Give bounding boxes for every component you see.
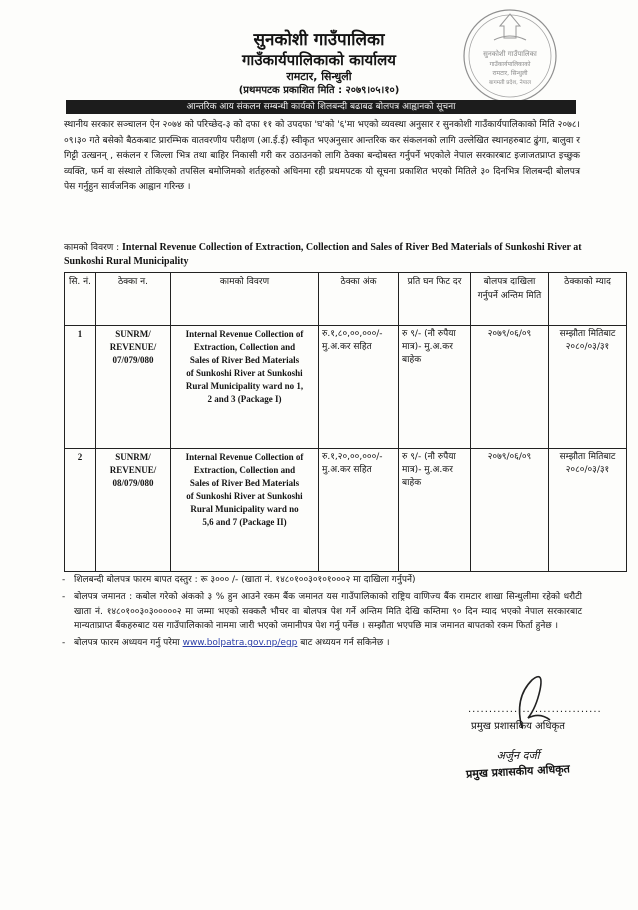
list-item: - बोलपत्र जमानत : कबोल गरेको अंकको ३ % हुन आउने रकम बैंक जमानत यस गाउँपालिकाको राष्ट्रिय वाणिज्य बैंक रामटार शाखा सिन्धुलीमा रहेको धरौटी खाता नं. १४८०१००३०३०००००२ मा जम्मा भएको सक्कलै भौचर वा बोलपत्र पेश गर्ने अन्तिम मिति देखि कम्तिमा ९० दिन म्याद भएको नेपाल सरकारबाट मान्यताप्राप्त बैंकहरुबाट यस गाउँपालिकाको नाममा जारी भएको जमानीपत्र पेश गर्नु पर्नेछ । सम्झौता भएपछि मात्र जमानत बापतको रकम फिर्ता हुनेछ । — [62, 591, 582, 632]
notice-title-banner: आन्तरिक आय संकलन सम्बन्धी कार्यको शिलबन्दी बढाबढ बोलपत्र आह्वानको सूचना — [66, 100, 576, 114]
row-duration: सम्झौता मितिबाट २०८०/०३/३१ — [549, 449, 627, 572]
municipality-seal-icon — [460, 6, 560, 106]
note-study-prefix: बोलपत्र फारम अध्ययन गर्नु परेमा — [74, 638, 180, 649]
note-study-suffix: बाट अध्ययन गर्न सकिनेछ । — [300, 638, 390, 649]
col-header-duration: ठेक्काको म्याद — [549, 273, 627, 326]
office-address: रामटार, सिन्धुली — [286, 70, 352, 83]
row-deadline: २०७९/०६/०९ — [471, 326, 549, 449]
note-bid-security: बोलपत्र जमानत : कबोल गरेको अंकको ३ % हुन आउने रकम बैंक जमानत यस गाउँपालिकाको राष्ट्रिय वाणिज्य बैंक रामटार शाखा सिन्धुलीमा रहेको धरौटी खाता नं. १४८०१००३०३०००००२ मा जम्मा भएको सक्कलै भौचर वा बोलपत्र पेश गर्ने अन्तिम मिति देखि कम्तिमा ९० दिन म्याद भएको नेपाल सरकारबाट मान्यताप्राप्त बैंकहरुबाट यस गाउँपालिकाको नाममा जारी भएको जमानीपत्र पेश गर्नु पर्नेछ । सम्झौता भएपछि मात्र जमानत बापतको रकम फिर्ता हुनेछ । — [74, 591, 582, 632]
row-contract-no: SUNRM/ REVENUE/ 07/079/080 — [96, 326, 171, 449]
row-sn: 2 — [65, 449, 96, 572]
publish-date: (प्रथमपटक प्रकाशित मिति : २०७९।०५।१०) — [238, 85, 400, 96]
col-header-sn: सि. नं. — [65, 273, 96, 326]
row-rate: रु ९/- (नौ रुपैया मात्र)- मु.अ.कर बाहेक — [399, 449, 471, 572]
row-sn: 1 — [65, 326, 96, 449]
row-duration: सम्झौता मितिबाट २०८०/०३/३१ — [549, 326, 627, 449]
svg-text:गाउँकार्यपालिकाको: गाउँकार्यपालिकाको — [489, 61, 531, 68]
work-description — [64, 241, 594, 269]
row-rate: रु ९/- (नौ रुपैया मात्र)- मु.अ.कर बाहेक — [399, 326, 471, 449]
row-description: Internal Revenue Collection of Extraction, Collection and Sales of River Bed Materials of Sunkoshi River at Sunkoshi Rural Municipality ward no 5,6 and 7 (Package II) — [171, 449, 319, 572]
col-header-amount: ठेक्का अंक — [319, 273, 399, 326]
table-row — [65, 449, 627, 572]
row-amount: रु.१,२०,००,०००/- मु.अ.कर सहित — [319, 449, 399, 572]
svg-text:बागमती प्रदेश, नेपाल: बागमती प्रदेश, नेपाल — [489, 80, 531, 86]
officer-stamp-title: प्रमुख प्रशासकीय अधिकृत — [465, 762, 571, 781]
signature-line: ................................ — [468, 704, 602, 715]
table-header-row — [65, 273, 627, 326]
work-description-label: कामको विवरण : — [64, 243, 120, 253]
municipality-name: सुनकोशी गाउँपालिका — [253, 30, 385, 50]
conditions-list — [62, 573, 582, 653]
row-description: Internal Revenue Collection of Extraction, Collection and Sales of River Bed Materials of Sunkoshi River at Sunkoshi Rural Municipality ward no 1, 2 and 3 (Package I) — [171, 326, 319, 449]
printed-officer-title: प्रमुख प्रशासकिय अधिकृत — [471, 721, 565, 732]
table-row — [65, 326, 627, 449]
note-form-fee: शिलबन्दी बोलपत्र फारम बापत दस्तुर : रू ३००० /- (खाता नं. १४८०१००३०१०१०००२ मा दाखिला गर्नुपर्ने) — [74, 575, 416, 585]
row-amount: रु.१,८०,००,०००/- मु.अ.कर सहित — [319, 326, 399, 449]
row-contract-no: SUNRM/ REVENUE/ 08/079/080 — [96, 449, 171, 572]
intro-paragraph: स्थानीय सरकार सञ्चालन ऐन २०७४ को परिच्छेद-३ को दफा ११ को उपदफा 'घ'को '६'मा भएको व्यवस्था अनुसार र सुनकोशी गाउँकार्यपालिकाको मिति २०७८।०९।३० गते बसेको बैठकबाट प्रारम्भिक वातवरणीय परीक्षण (आ.ई.ई) स्वीकृत भएअनुसार आन्तरिक कर संकलनको लागि उल्लेखित स्थानहरुबाट ढुंगा, बालुवा र गिट्टी उत्खनन् , सकंलन र जिल्ला भित्र तथा बाहिर निकासी गरी कर उठाउनको लागि ठेक्का बन्दोबस्त गर्नुपर्ने भएकोले नेपाल सरकारबाट इजाजतप्राप्त इच्छुक व्यक्ति, फर्म वा संस्थाले तोकिएको तपसिल बमोजिमको शर्तहरुको अधिनमा रही प्रथमपटक यो सूचना प्रकाशित भएको मितिले ३० दिनभित्र शिलबन्दी बोलपत्र पेस गर्नुहुन सार्वजनिक आह्वान गरिन्छ । — [64, 120, 581, 192]
list-item: - शिलबन्दी बोलपत्र फारम बापत दस्तुर : रू ३००० /- (खाता नं. १४८०१००३०१०१०००२ मा दाखिला गर्नुपर्ने) — [62, 575, 416, 585]
bolpatra-link[interactable]: www.bolpatra.gov.np/egp — [182, 638, 298, 649]
work-description-text: Internal Revenue Collection of Extraction, Collection and Sales of River Bed Materials of Sunkoshi River at Sunkoshi Rural Municipality — [64, 242, 582, 267]
col-header-deadline: बोलपत्र दाखिला गर्नुपर्ने अन्तिम मिति — [471, 273, 549, 326]
svg-text:सुनकोशी गाउँपालिका: सुनकोशी गाउँपालिका — [483, 50, 537, 58]
contracts-table — [64, 272, 627, 572]
office-name: गाउँकार्यपालिकाको कार्यालय — [241, 51, 396, 69]
svg-text:रामटार, सिन्धुली: रामटार, सिन्धुली — [492, 70, 528, 77]
list-item: - बोलपत्र फारम अध्ययन गर्नु परेमा www.bolpatra.gov.np/egp बाट अध्ययन गर्न सकिनेछ । — [62, 638, 390, 649]
handwritten-signature-name: अर्जुन दर्जी — [496, 749, 540, 762]
col-header-description: कामको विवरण — [171, 273, 319, 326]
col-header-rate: प्रति घन फिट दर — [399, 273, 471, 326]
row-deadline: २०७९/०६/०९ — [471, 449, 549, 572]
col-header-contract-no: ठेक्का न. — [96, 273, 171, 326]
